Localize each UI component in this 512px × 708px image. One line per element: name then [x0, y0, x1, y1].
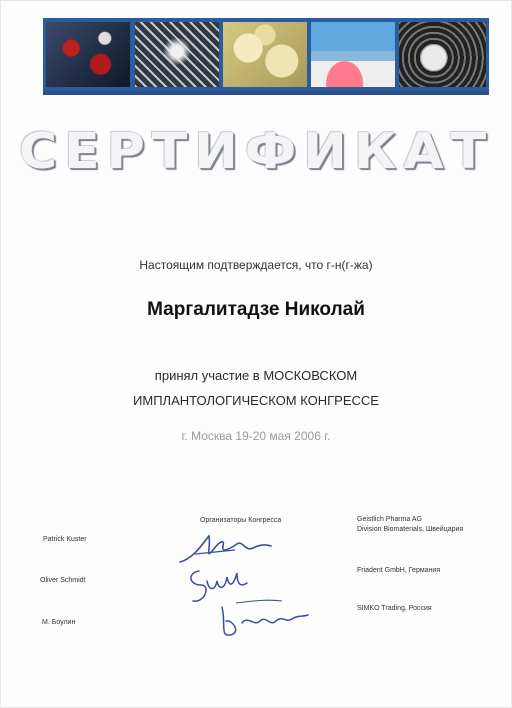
company-name: SIMKO Trading, Россия — [357, 605, 432, 612]
participation-line-2: ИМПЛАНТОЛОГИЧЕСКОМ КОНГРЕССЕ — [133, 393, 379, 408]
signature-3 — [212, 593, 312, 643]
company-name: Friadent GmbH, Германия — [357, 567, 441, 574]
banner-photo-granules — [223, 22, 307, 87]
intro-text: Настоящим подтверждается, что г-н(г-жа) — [139, 258, 373, 272]
organizers-label: Организаторы Конгресса — [200, 517, 282, 524]
banner-photo-bone-structure — [399, 22, 486, 87]
certificate-title: СЕРТИФИКАТ — [18, 123, 494, 181]
banner-photo-dental — [311, 22, 395, 87]
banner-photo-blood-cells — [46, 22, 130, 87]
company-name: Geistlich Pharma AG — [357, 516, 422, 523]
photo-banner — [43, 18, 489, 95]
signatory-name: М. Боулин — [42, 619, 76, 626]
signatory-name: Patrick Kuster — [43, 536, 87, 543]
banner-photo-fibers — [135, 22, 219, 87]
participation-line-1: принял участие в МОСКОВСКОМ — [154, 368, 358, 383]
recipient-name: Маргалитадзе Николай — [147, 299, 365, 320]
place-date: г. Москва 19-20 мая 2006 г. — [181, 429, 331, 443]
company-detail: Division Biomaterials, Швейцария — [357, 526, 464, 533]
signatory-name: Oliver Schmidt — [40, 577, 86, 584]
